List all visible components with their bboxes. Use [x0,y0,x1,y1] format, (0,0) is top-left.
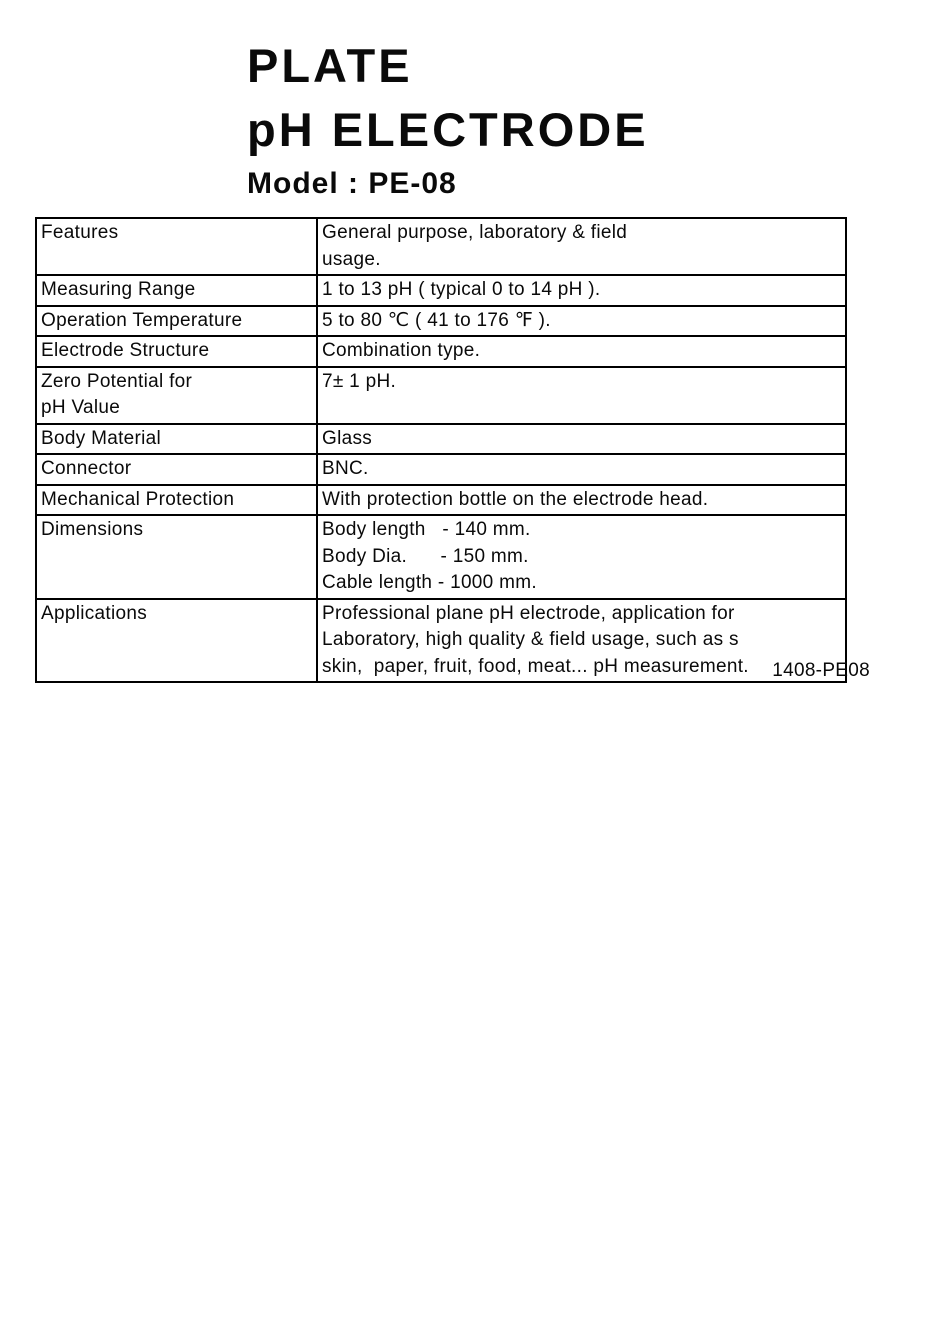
spec-label-cell [36,424,317,455]
document-code: 1408-PE08 [772,660,870,681]
table-row [36,275,846,306]
spec-label-cell [36,336,317,367]
spec-value-line: Cable length - 1000 mm. [322,572,537,593]
table-row [36,306,846,337]
spec-value-line: Professional plane pH electrode, application for [322,602,735,624]
spec-value-line: Body length - 140 mm. [322,519,531,540]
spec-table-body [36,218,846,682]
spec-value-line: Combination type. [322,340,481,361]
model-number: Model : PE-08 [247,167,457,200]
spec-value-cell [317,218,846,275]
spec-label-cell [36,454,317,485]
product-title-line2: pH ELECTRODE [247,103,649,156]
table-row [36,218,846,275]
spec-value-cell [317,306,846,337]
table-row [36,485,846,516]
spec-value-line: 1 to 13 pH ( typical 0 to 14 pH ). [322,279,601,300]
spec-value-cell [317,485,846,516]
title-block [247,34,649,204]
spec-value-line: Glass [322,427,373,449]
spec-value-line: 5 to 80 ℃ ( 41 to 176 ℉ ). [322,309,551,331]
spec-label-line: Electrode Structure [41,340,210,361]
spec-label-line: Connector [41,458,132,479]
spec-value-cell [317,515,846,599]
spec-label-line: Operation Temperature [41,309,243,331]
spec-value-line: BNC. [322,458,369,479]
table-row [36,367,846,424]
spec-value-cell [317,275,846,306]
spec-label-line: Body Material [41,427,162,449]
spec-label-line: Measuring Range [41,279,196,300]
spec-value-cell [317,367,846,424]
spec-label-line: Features [41,222,119,243]
spec-label-cell [36,218,317,275]
table-row [36,336,846,367]
spec-label-cell [36,367,317,424]
spec-label-cell [36,306,317,337]
table-row [36,515,846,599]
spec-label-cell [36,485,317,516]
spec-table [35,217,847,683]
spec-value-cell [317,424,846,455]
spec-label-line: Dimensions [41,519,144,540]
spec-value-cell [317,454,846,485]
spec-value-line: General purpose, laboratory & field [322,222,628,243]
table-row [36,424,846,455]
spec-value-line: skin, paper, fruit, food, meat... pH measurement. [322,655,749,677]
spec-value-line: Body Dia. - 150 mm. [322,545,529,567]
table-row [36,454,846,485]
spec-label-cell [36,515,317,599]
spec-label-cell [36,275,317,306]
spec-label-line: Applications [41,602,148,624]
product-title-line1: PLATE [247,39,413,92]
spec-value-line: 7± 1 pH. [322,370,397,392]
spec-label-line: Mechanical Protection [41,488,235,510]
spec-value-cell [317,336,846,367]
spec-label-line: pH Value [41,397,121,418]
spec-value-line: Laboratory, high quality & field usage, such as s [322,629,739,650]
spec-value-line: With protection bottle on the electrode head. [322,488,709,510]
spec-value-line: usage. [322,248,381,270]
spec-label-line: Zero Potential for [41,370,193,392]
